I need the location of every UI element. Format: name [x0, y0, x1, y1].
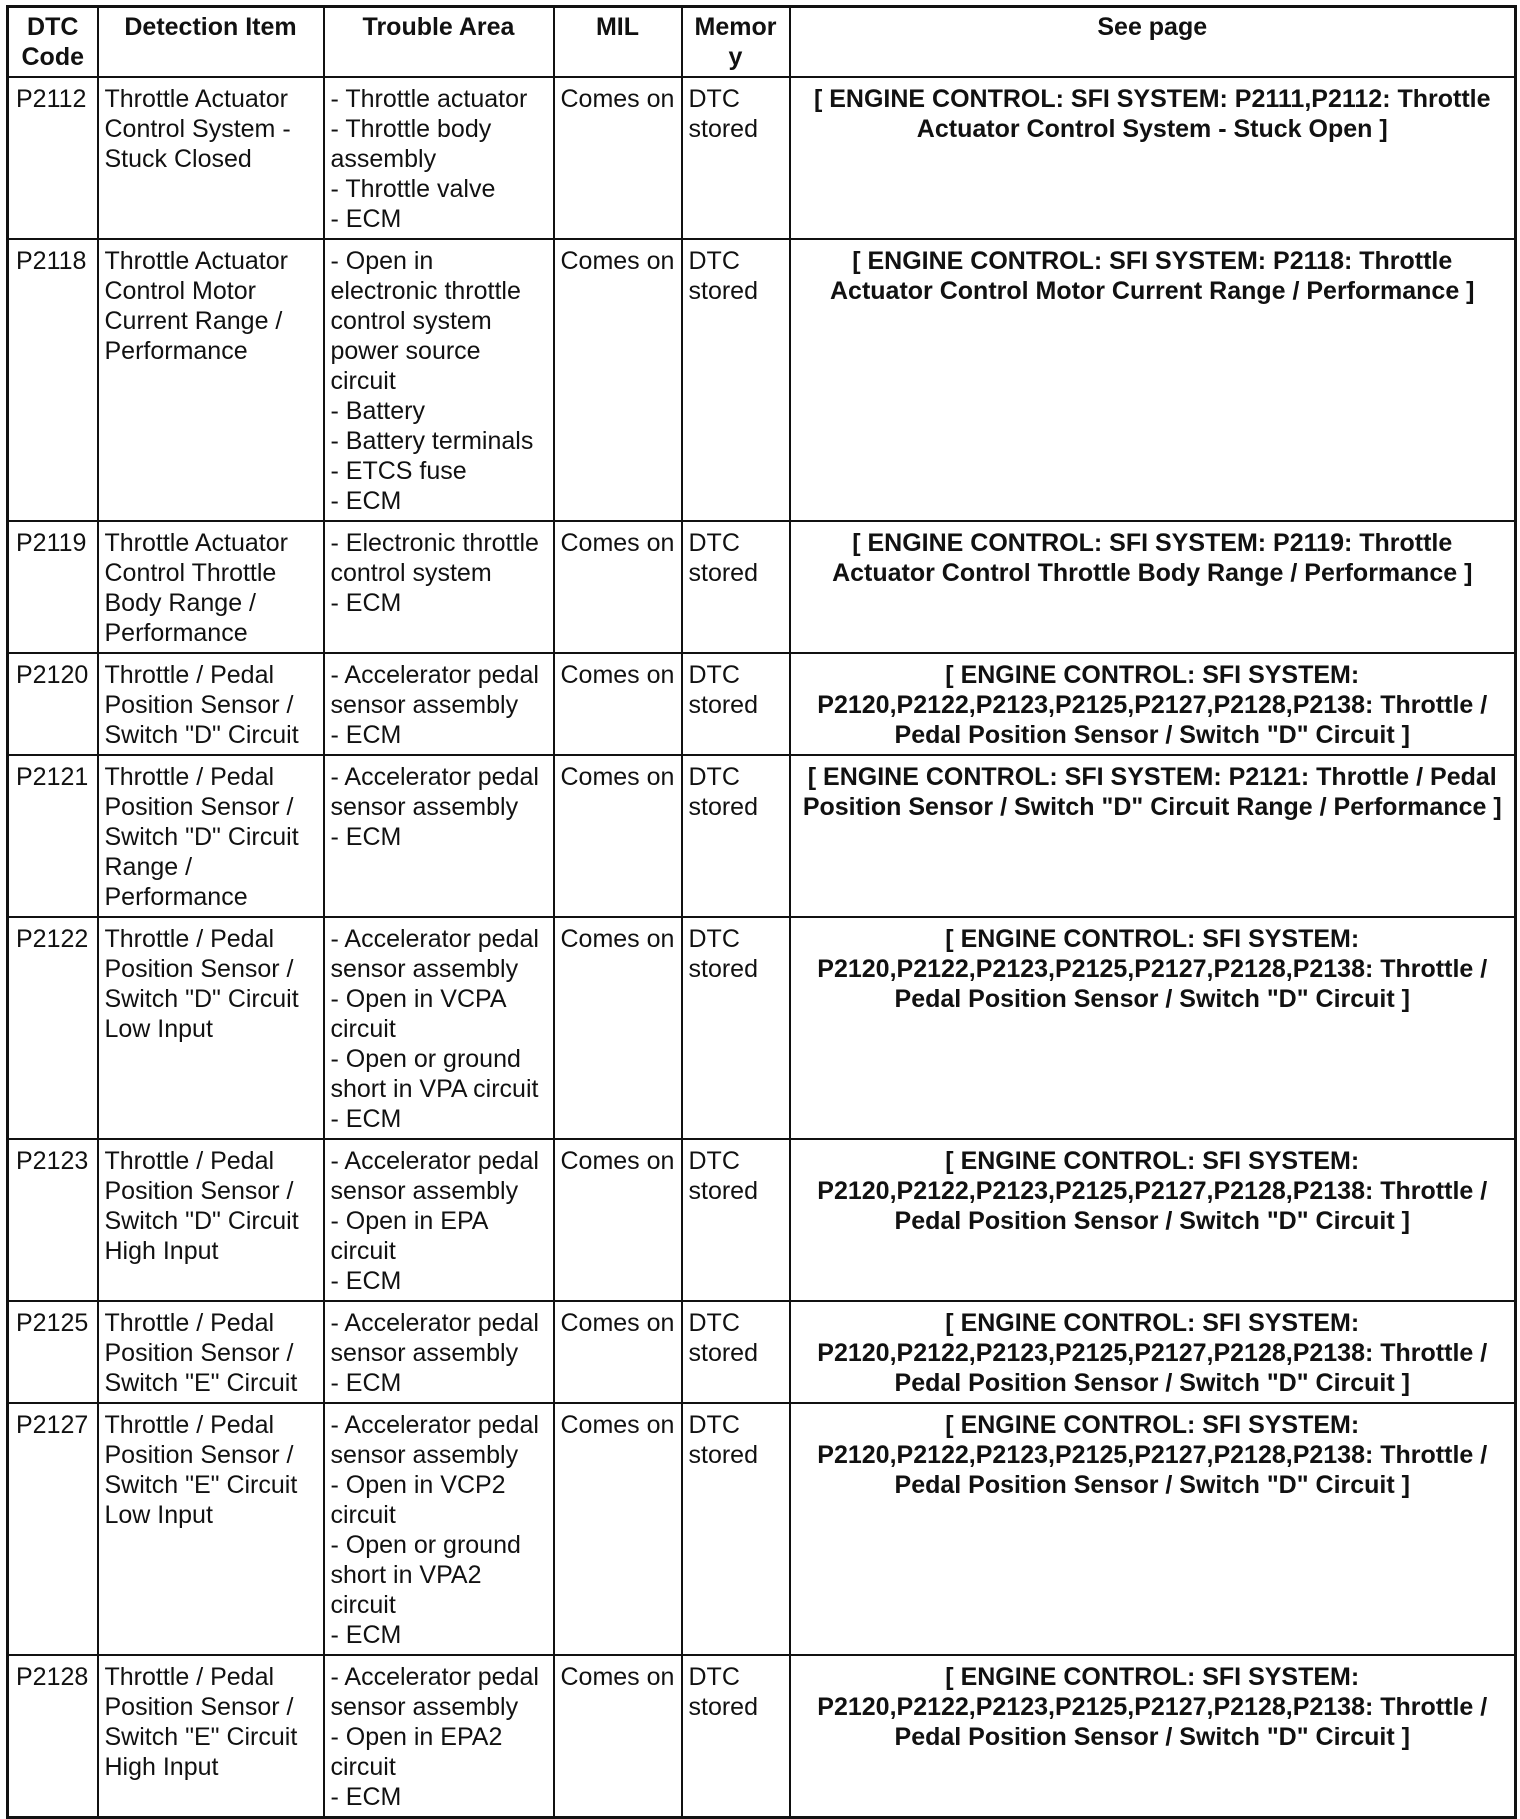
memory-status: DTC stored	[682, 755, 790, 917]
trouble-area-item: - ECM	[330, 823, 402, 851]
trouble-area-item: - ETCS fuse	[330, 457, 467, 485]
trouble-area-item: - ECM	[330, 1369, 402, 1397]
mil-status: Comes on	[554, 653, 682, 755]
dtc-code: P2122	[8, 917, 98, 1139]
table-row	[8, 1403, 1516, 1655]
dtc-code: P2119	[8, 521, 98, 653]
trouble-area	[324, 917, 554, 1139]
dtc-code: P2125	[8, 1301, 98, 1403]
see-page-link[interactable]: [ ENGINE CONTROL: SFI SYSTEM: P2111,P2112: Throttle Actuator Control System - Stuck Open ]	[790, 77, 1516, 239]
trouble-area-item: - Accelerator pedal sensor assembly	[330, 1663, 539, 1721]
mil-status: Comes on	[554, 1655, 682, 1818]
memory-status: DTC stored	[682, 917, 790, 1139]
trouble-area-item: - ECM	[330, 1621, 402, 1649]
trouble-area-item: - Accelerator pedal sensor assembly	[330, 763, 539, 821]
trouble-area-item: - ECM	[330, 1783, 402, 1811]
dtc-code: P2112	[8, 77, 98, 239]
trouble-area-item: - Throttle body assembly	[330, 115, 492, 173]
trouble-area-item: - ECM	[330, 1105, 402, 1133]
trouble-area-item: - Open in VCP2 circuit	[330, 1471, 506, 1529]
detection-item: Throttle Actuator Control System - Stuck Closed	[98, 77, 324, 239]
see-page-link[interactable]: [ ENGINE CONTROL: SFI SYSTEM: P2120,P2122,P2123,P2125,P2127,P2128,P2138: Throttle / Pedal Position Sensor / Switch "D" Circuit ]	[790, 1301, 1516, 1403]
mil-status: Comes on	[554, 239, 682, 521]
trouble-area	[324, 755, 554, 917]
header-trouble-area: Trouble Area	[324, 7, 554, 78]
memory-status: DTC stored	[682, 239, 790, 521]
trouble-area	[324, 239, 554, 521]
trouble-area-item: - Battery	[330, 397, 425, 425]
detection-item: Throttle / Pedal Position Sensor / Switch "D" Circuit High Input	[98, 1139, 324, 1301]
header-see-page: See page	[790, 7, 1516, 78]
table-row	[8, 653, 1516, 755]
trouble-area	[324, 653, 554, 755]
table-row	[8, 1655, 1516, 1818]
trouble-area	[324, 521, 554, 653]
trouble-area-item: - Open or ground short in VPA circuit	[330, 1045, 539, 1103]
memory-status: DTC stored	[682, 1301, 790, 1403]
trouble-area-item: - ECM	[330, 721, 402, 749]
dtc-code: P2120	[8, 653, 98, 755]
trouble-area	[324, 1655, 554, 1818]
detection-item: Throttle / Pedal Position Sensor / Switch "D" Circuit Range / Performance	[98, 755, 324, 917]
table-row	[8, 917, 1516, 1139]
trouble-area-item: - Open in EPA circuit	[330, 1207, 488, 1265]
trouble-area-item: - Accelerator pedal sensor assembly	[330, 1309, 539, 1367]
trouble-area-item: - ECM	[330, 205, 402, 233]
detection-item: Throttle / Pedal Position Sensor / Switch "D" Circuit Low Input	[98, 917, 324, 1139]
dtc-table	[6, 5, 1517, 1819]
trouble-area-item: - Open or ground short in VPA2 circuit	[330, 1531, 521, 1619]
dtc-code: P2123	[8, 1139, 98, 1301]
see-page-link[interactable]: [ ENGINE CONTROL: SFI SYSTEM: P2120,P2122,P2123,P2125,P2127,P2128,P2138: Throttle / Pedal Position Sensor / Switch "D" Circuit ]	[790, 917, 1516, 1139]
trouble-area-item: - ECM	[330, 1267, 402, 1295]
memory-status: DTC stored	[682, 1139, 790, 1301]
mil-status: Comes on	[554, 1403, 682, 1655]
dtc-code: P2127	[8, 1403, 98, 1655]
trouble-area-item: - Electronic throttle control system	[330, 529, 539, 587]
see-page-link[interactable]: [ ENGINE CONTROL: SFI SYSTEM: P2120,P2122,P2123,P2125,P2127,P2128,P2138: Throttle / Pedal Position Sensor / Switch "D" Circuit ]	[790, 653, 1516, 755]
detection-item: Throttle / Pedal Position Sensor / Switch "E" Circuit Low Input	[98, 1403, 324, 1655]
detection-item: Throttle Actuator Control Throttle Body Range / Performance	[98, 521, 324, 653]
mil-status: Comes on	[554, 917, 682, 1139]
header-dtc-code: DTC Code	[8, 7, 98, 78]
detection-item: Throttle / Pedal Position Sensor / Switch "D" Circuit	[98, 653, 324, 755]
trouble-area	[324, 1403, 554, 1655]
mil-status: Comes on	[554, 521, 682, 653]
trouble-area-item: - Accelerator pedal sensor assembly	[330, 661, 539, 719]
see-page-link[interactable]: [ ENGINE CONTROL: SFI SYSTEM: P2121: Throttle / Pedal Position Sensor / Switch "D" Circuit Range / Performance ]	[790, 755, 1516, 917]
trouble-area-item: - Throttle actuator	[330, 85, 528, 113]
table-row	[8, 1301, 1516, 1403]
trouble-area-item: - Throttle valve	[330, 175, 496, 203]
mil-status: Comes on	[554, 1301, 682, 1403]
memory-status: DTC stored	[682, 1655, 790, 1818]
trouble-area-item: - Open in VCPA circuit	[330, 985, 506, 1043]
detection-item: Throttle Actuator Control Motor Current Range / Performance	[98, 239, 324, 521]
trouble-area-item: - Battery terminals	[330, 427, 534, 455]
memory-status: DTC stored	[682, 1403, 790, 1655]
dtc-code: P2121	[8, 755, 98, 917]
see-page-link[interactable]: [ ENGINE CONTROL: SFI SYSTEM: P2120,P2122,P2123,P2125,P2127,P2128,P2138: Throttle / Pedal Position Sensor / Switch "D" Circuit ]	[790, 1139, 1516, 1301]
header-row	[8, 7, 1516, 78]
header-detection-item: Detection Item	[98, 7, 324, 78]
see-page-link[interactable]: [ ENGINE CONTROL: SFI SYSTEM: P2118: Throttle Actuator Control Motor Current Range / Performance ]	[790, 239, 1516, 521]
trouble-area-item: - ECM	[330, 487, 402, 515]
dtc-code: P2118	[8, 239, 98, 521]
table-row	[8, 77, 1516, 239]
trouble-area-item: - Open in EPA2 circuit	[330, 1723, 503, 1781]
trouble-area	[324, 1139, 554, 1301]
memory-status: DTC stored	[682, 77, 790, 239]
see-page-link[interactable]: [ ENGINE CONTROL: SFI SYSTEM: P2119: Throttle Actuator Control Throttle Body Range / Performance ]	[790, 521, 1516, 653]
see-page-link[interactable]: [ ENGINE CONTROL: SFI SYSTEM: P2120,P2122,P2123,P2125,P2127,P2128,P2138: Throttle / Pedal Position Sensor / Switch "D" Circuit ]	[790, 1403, 1516, 1655]
memory-status: DTC stored	[682, 521, 790, 653]
detection-item: Throttle / Pedal Position Sensor / Switch "E" Circuit	[98, 1301, 324, 1403]
mil-status: Comes on	[554, 77, 682, 239]
table-row	[8, 1139, 1516, 1301]
header-memory: Memory	[682, 7, 790, 78]
trouble-area-item: - ECM	[330, 589, 402, 617]
trouble-area-item: - Accelerator pedal sensor assembly	[330, 1411, 539, 1469]
trouble-area	[324, 1301, 554, 1403]
trouble-area-item: - Accelerator pedal sensor assembly	[330, 1147, 539, 1205]
dtc-code: P2128	[8, 1655, 98, 1818]
table-row	[8, 521, 1516, 653]
see-page-link[interactable]: [ ENGINE CONTROL: SFI SYSTEM: P2120,P2122,P2123,P2125,P2127,P2128,P2138: Throttle / Pedal Position Sensor / Switch "D" Circuit ]	[790, 1655, 1516, 1818]
header-mil: MIL	[554, 7, 682, 78]
mil-status: Comes on	[554, 1139, 682, 1301]
table-row	[8, 755, 1516, 917]
detection-item: Throttle / Pedal Position Sensor / Switch "E" Circuit High Input	[98, 1655, 324, 1818]
trouble-area	[324, 77, 554, 239]
trouble-area-item: - Accelerator pedal sensor assembly	[330, 925, 539, 983]
mil-status: Comes on	[554, 755, 682, 917]
trouble-area-item: - Open in electronic throttle control system power source circuit	[330, 247, 521, 395]
memory-status: DTC stored	[682, 653, 790, 755]
table-row	[8, 239, 1516, 521]
